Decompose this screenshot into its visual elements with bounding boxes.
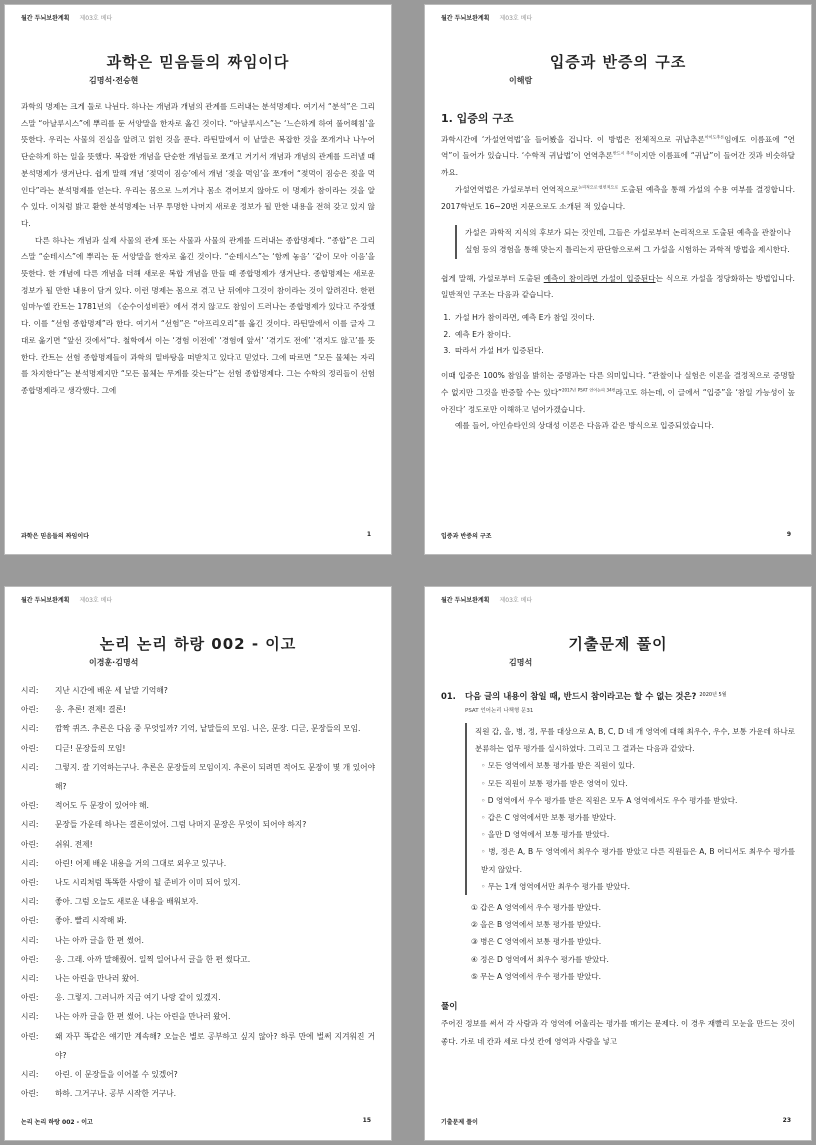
page-header: 월간 두뇌보완계획 제03호 베타 xyxy=(441,597,533,604)
dialogue-line xyxy=(21,1007,375,1026)
list-item: 2. 예측 E가 참이다. xyxy=(453,327,795,344)
line-text: 적어도 두 문장이 있어야 해. xyxy=(55,801,149,811)
paragraph: 예를 들어, 아인슈타인의 상대성 이론은 다음과 같은 방식으로 입증되었습니다. xyxy=(455,421,714,431)
choice-item: ① 갑은 A 영역에서 우수 평가를 받았다. xyxy=(471,903,601,913)
article-body xyxy=(21,99,375,400)
author: 김명석 xyxy=(509,658,533,667)
speaker: 아린: xyxy=(21,839,39,849)
author: 김명석·전승현 xyxy=(89,76,139,85)
page-footer: 과학은 믿음들의 짜임이다 1 xyxy=(21,531,371,540)
page-footer: 논리 논리 하랑 002 - 이고 15 xyxy=(21,1117,371,1126)
passage-intro: 직원 갑, 을, 병, 정, 무를 대상으로 A, B, C, D 네 개 영역에 대해 최우수, 우수, 보통 가운데 하나로 분류하는 업무 평가를 실시하였다. 그리고 그 결과는 다음과 같았다. xyxy=(475,727,795,754)
paragraph: 쉽게 말해, 가설로부터 도출된 예측이 참이라면 가설이 입증된다는 식으로 가설을 정당화하는 방법입니다. 일반적인 구조는 다음과 같습니다. xyxy=(441,273,795,300)
speaker: 시리: xyxy=(21,974,39,984)
choice-item: ⑤ 무는 A 영역에서 우수 평가를 받았다. xyxy=(471,971,601,981)
choices-list xyxy=(471,899,795,985)
speaker: 시리: xyxy=(21,897,39,907)
question xyxy=(441,689,795,705)
conditions-list xyxy=(475,757,795,895)
dialogue-line xyxy=(21,700,375,719)
question-text: 다음 글의 내용이 참일 때, 반드시 참이라고는 할 수 없는 것은? $^{2020년 5월}$ xyxy=(465,691,727,701)
page-title: 기출문제 풀이 xyxy=(568,635,668,653)
speaker: 아린: xyxy=(21,801,39,811)
article-body xyxy=(441,111,795,435)
solution-heading: 풀이 xyxy=(441,1002,458,1013)
dialogue-line xyxy=(21,719,375,738)
paragraph: 다른 하나는 개념과 실제 사물의 관계 또는 사물과 사물의 관계를 드러내는 종합명제다. “종합”은 그리스말 “순테시스”에 뿌리는 둔 서양말을 한자로 옮긴 것이다. “순테시스”는 ‘함께 놓음’ ‘같이 모아 이음’을 뜻한다. 한 개념에 다른 개념을 더해 새로운 복합 개념을 만들 때 종합명제가 생겨난다. 종합명제는 새로운 정보가 될 만한 내용이 담겨 있다. 이런 명제는 몸으로 겪고 난 뒤에야 그것이 참이라는 것이 알려진다. 한편 임마누엘 칸트는 1781년의 《순수이성비판》에서 겪지 않고도 참임이 드러나는 종합명제가 있다고 주장했다. 이를 “선험 종합명제”라 한다. 여기서 “선험”은 “아프리오리”를 옮긴 것이다. 라틴말에서 이를 글자 그대로 옮기면 “앞선 것에서”다. 철학에서 이는 ‘경험 이전에’ ‘경험에 앞서’ ‘겪기도 전에’ ‘겪지도 않고’를 뜻한다. 칸트는 선험 종합명제들이 과학의 밑바탕을 떠받치고 있다고 믿었다. 그에 따르면 “모든 물체는 자리를 차지한다”는 분석명제지만 “모든 물체는 무게를 갖는다”는 선험 종합명제다. 그는 수학의 정리들이 선험 종합명제라고 생각했다. 그에 xyxy=(21,235,375,395)
line-text: 좋아. 그럼 오늘도 새로운 내용을 배워보자. xyxy=(55,897,199,907)
page-9 xyxy=(424,4,812,555)
line-text: 나는 아린을 만나러 왔어. xyxy=(55,974,140,984)
speaker: 시리: xyxy=(21,724,39,734)
page-15 xyxy=(4,586,392,1141)
condition-item: ◦ 을만 D 영역에서 보통 평가를 받았다. xyxy=(481,830,610,840)
dialogue-line xyxy=(21,1027,375,1065)
page-header: 월간 두뇌보완계획 제03호 베타 xyxy=(21,15,113,22)
speaker: 시리: xyxy=(21,858,39,868)
condition-item: ◦ 모든 직원이 보통 평가를 받은 영역이 있다. xyxy=(481,778,628,788)
line-text: 왜 자꾸 똑같은 얘기만 계속해? 오늘은 별로 공부하고 싶지 않아? 하루 만에 벌써 지겨워진 거야? xyxy=(55,1031,375,1060)
line-text: 나는 아까 글을 한 편 썼어. xyxy=(55,935,144,945)
list-item: 1. 가설 H가 참이라면, 예측 E가 참일 것이다. xyxy=(453,310,795,327)
page-footer: 기출문제 풀이 23 xyxy=(441,1117,791,1126)
paragraph: 가설연역법은 가설로부터 연역적으로$^{논리적으로\cdot 필연적으로}$ 도출된 예측을 통해 가설의 수용 여부를 결정합니다. 2017학년도 16~20번 지문으로도 소개된 적 있습니다. xyxy=(441,184,795,211)
dialogue-line xyxy=(21,758,375,796)
question-number: 01. xyxy=(441,691,456,701)
line-text: 나는 아까 글을 한 편 썼어. 나는 아린을 만나러 왔어. xyxy=(55,1012,231,1022)
dialogue-line xyxy=(21,1084,375,1103)
author: 이경훈·김명석 xyxy=(89,658,139,667)
speaker: 아린: xyxy=(21,993,39,1003)
page-1 xyxy=(4,4,392,555)
line-text: 나도 시리처럼 똑똑한 사람이 될 준비가 이미 되어 있지. xyxy=(55,878,241,888)
choice-item: ② 을은 B 영역에서 보통 평가를 받았다. xyxy=(471,920,601,930)
speaker: 아린: xyxy=(21,705,39,715)
line-text: 깜짝 퀴즈. 추론은 다음 중 무엇일까? 기억, 낱말들의 모임. 니은, 문장. 디귿, 문장들의 모임. xyxy=(55,724,361,734)
line-text: 응. 추론! 전제! 결론! xyxy=(55,705,127,715)
line-text: 하하. 그거구나. 공부 시작한 거구나. xyxy=(55,1089,177,1099)
speaker: 아린: xyxy=(21,1089,39,1099)
line-text: 디귿! 문장들의 모임! xyxy=(55,743,126,753)
structure-list xyxy=(441,310,795,360)
condition-item: ◦ D 영역에서 우수 평가를 받은 직원은 모두 A 영역에서도 우수 평가를 받았다. xyxy=(481,795,738,805)
block-quote: 가설은 과학적 지식의 후보가 되는 것인데, 그들은 가설로부터 논리적으로 도출된 예측을 관찰이나 실험 등의 경험을 통해 맞는지 틀리는지 판단함으로써 그 가설을 시험하는 과학적 방법을 제시한다. xyxy=(455,225,791,258)
dialogue-line xyxy=(21,931,375,950)
speaker: 시리: xyxy=(21,820,39,830)
speaker: 아린: xyxy=(21,954,39,964)
solution-text: 주어진 정보를 써서 각 사람과 각 영역에 어울리는 평가를 매기는 문제다. 이 경우 재빨리 모눈을 만드는 것이 좋다. 가로 네 칸과 세로 다섯 칸에 영역과 사람을 넣고 xyxy=(441,1019,795,1046)
line-text: 아린. 이 문장들을 이어볼 수 있겠어? xyxy=(55,1070,178,1080)
condition-item: ◦ 병, 정은 A, B 두 영역에서 최우수 평가를 받았고 다른 직원들은 A, B 어디서도 최우수 평가를 받지 않았다. xyxy=(481,847,795,874)
page-header: 월간 두뇌보완계획 제03호 베타 xyxy=(21,597,113,604)
speaker: 아린: xyxy=(21,1031,39,1041)
line-text: 아린! 어제 배운 내용을 거의 그대로 외우고 있구나. xyxy=(55,858,227,868)
question-source: PSAT 언어논리 나책형 문31 xyxy=(465,708,534,714)
page-number: 9 xyxy=(786,531,791,538)
page-number: 1 xyxy=(366,531,371,538)
speaker: 시리: xyxy=(21,686,39,695)
dialogue xyxy=(21,681,375,1103)
paragraph: 과학의 명제는 크게 둘로 나뉜다. 하나는 개념과 개념의 관계를 드러내는 분석명제다. 여기서 “분석”은 그리스말 “아날루시스”에 뿌리를 둔 서양말을 한자로 옮긴 것이다. “아날루시스”는 ‘느슨하게 하여 풀어헤침’을 뜻한다. 우리는 사물의 진실을 알려고 얽힌 것을 푼다. 라틴말에서 이 낱말은 복잡한 것을 쪼개거나 나누어 단순하게 하는 일을 뜻했다. 복잡한 개념을 단순한 개념들로 쪼개고 거기서 개념과 개념의 관계를 드러낼 때 분석명제가 생겨난다. 쉽게 말해 개념 ‘젖먹이 짐승’에서 개념 ‘젖을 먹임’을 쪼개어 “젖먹이 짐승은 젖을 먹인다”라는 분석명제를 얻는다. 우리는 몸으로 느끼거나 몸소 겪어보지 않아도 이 명제가 참이라는 것을 알 수 있다. 이처럼 밝고 환한 분석명제는 너무 투명한 나머지 새로운 정보가 될 만한 내용을 전혀 갖고 있지 않다. xyxy=(21,102,375,228)
speaker: 아린: xyxy=(21,743,39,753)
page-title: 논리 논리 하랑 002 - 이고 xyxy=(99,635,297,653)
speaker: 아린: xyxy=(21,916,39,926)
line-text: 응. 그래. 아까 말해줬어. 일찍 일어나서 글을 한 편 썼다고. xyxy=(55,954,251,964)
speaker: 시리: xyxy=(21,1070,39,1080)
speaker: 시리: xyxy=(21,935,39,945)
condition-item: ◦ 갑은 C 영역에서만 보통 평가를 받았다. xyxy=(481,813,617,823)
section-heading: 1. 입증의 구조 xyxy=(441,112,514,125)
page-header: 월간 두뇌보완계획 제03호 베타 xyxy=(441,15,533,22)
dialogue-line xyxy=(21,739,375,758)
line-text: 그렇지. 잘 기억하는구나. 추론은 문장들의 모임이지. 추론이 되려면 적어도 문장이 몇 개 있어야 해? xyxy=(55,762,375,792)
list-item: 3. 따라서 가설 H가 입증된다. xyxy=(453,343,795,360)
choice-item: ④ 정은 D 영역에서 최우수 평가를 받았다. xyxy=(471,954,609,964)
dialogue-line xyxy=(21,835,375,854)
dialogue-line xyxy=(21,911,375,930)
page-number: 15 xyxy=(362,1117,371,1124)
question-block xyxy=(441,689,795,1050)
speaker: 시리: xyxy=(21,1012,39,1022)
speaker: 시리: xyxy=(21,762,39,772)
dialogue-line xyxy=(21,815,375,834)
dialogue-line xyxy=(21,950,375,969)
page-title: 과학은 믿음들의 짜임이다 xyxy=(106,53,290,71)
line-text: 쉬워. 전제! xyxy=(55,839,93,849)
paragraph: 이때 입증은 100% 참임을 밝히는 증명과는 다른 의미입니다. “관찰이나 실험은 이론을 결정적으로 증명할 수 없지만 그것을 반증할 수는 있다”$^{2017년 PSAT 언어논리 34번}$라고도 하는데, 이 글에서 “입증”을 ‘참일 가능성이 높아진다’ 정도로만 이해하고 넘어가겠습니다. xyxy=(441,371,795,414)
page-footer: 입증과 반증의 구조 9 xyxy=(441,531,791,540)
speaker: 아린: xyxy=(21,878,39,888)
line-text: 지난 시간에 배운 세 낱말 기억해? xyxy=(55,686,168,695)
dialogue-line xyxy=(21,796,375,815)
dialogue-line xyxy=(21,873,375,892)
line-text: 문장들 가운데 하나는 결론이었어. 그럼 나머지 문장은 무엇이 되어야 하지? xyxy=(55,820,307,830)
page-number: 23 xyxy=(782,1117,791,1124)
page-23 xyxy=(424,586,812,1141)
dialogue-line xyxy=(21,1065,375,1084)
dialogue-line xyxy=(21,854,375,873)
choice-item: ③ 병은 C 영역에서 보통 평가를 받았다. xyxy=(471,937,602,947)
line-text: 좋아. 빨리 시작해 봐. xyxy=(55,916,127,926)
author: 이해람 xyxy=(509,76,533,85)
condition-item: ◦ 무는 1개 영역에서만 최우수 평가를 받았다. xyxy=(481,881,631,891)
condition-item: ◦ 모든 영역에서 보통 평가를 받은 직원이 있다. xyxy=(481,761,635,771)
dialogue-line xyxy=(21,681,375,700)
line-text: 응. 그렇지. 그러니까 지금 여기 나랑 같이 있겠지. xyxy=(55,993,221,1003)
passage-box xyxy=(465,723,795,895)
dialogue-line xyxy=(21,969,375,988)
dialogue-line xyxy=(21,892,375,911)
dialogue-line xyxy=(21,988,375,1007)
page-title: 입증과 반증의 구조 xyxy=(549,53,687,71)
paragraph: 과학시간에 ‘가설연역법’을 들어봤을 겁니다. 이 방법은 전체적으로 귀납추론$^{아이도추론}$임에도 이름표에 “연역”이 들어가 있습니다. ‘수학적 귀납법’이 연역추론$^{반드시 추론}$이지만 이름표에 “귀납”이 들어간 것과 비슷하달까요. xyxy=(441,134,795,178)
